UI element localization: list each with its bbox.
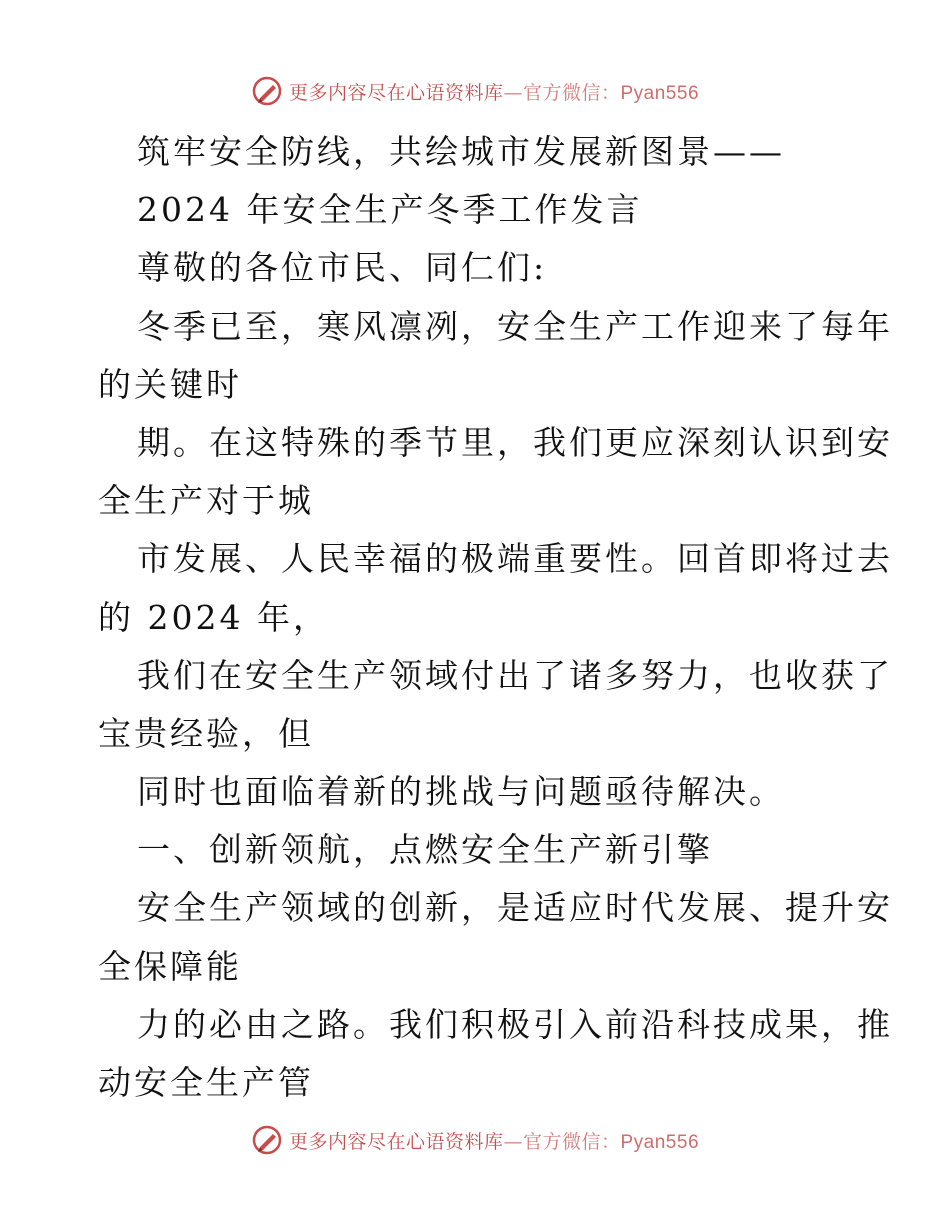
paragraph-line: 期。在这特殊的季节里，我们更应深刻认识到安 (137, 422, 893, 462)
watermark-main: 更多内容尽在心语资料库 (288, 81, 504, 104)
title-line-2: 2024 年安全生产冬季工作发言 (137, 190, 643, 230)
watermark-main: 更多内容尽在心语资料库 (288, 1130, 504, 1153)
paragraph-line: 安全生产领域的创新，是适应时代发展、提升安 (137, 888, 893, 928)
paragraph-line: 冬季已至，寒风凛冽，安全生产工作迎来了每年 (137, 306, 893, 346)
watermark-official: 官方微信： (522, 1130, 621, 1153)
paragraph-line: 动安全生产管 (98, 1063, 314, 1102)
paragraph-line: 力的必由之路。我们积极引入前沿科技成果，推 (137, 1004, 893, 1044)
paragraph-line: 市发展、人民幸福的极端重要性。回首即将过去 (137, 539, 893, 579)
section-heading: 一、创新领航，点燃安全生产新引擎 (137, 830, 713, 870)
salutation: 尊敬的各位市民、同仁们: (137, 248, 548, 288)
watermark-dash: — (503, 1130, 523, 1153)
watermark-text (289, 1127, 699, 1154)
paragraph-line: 全生产对于城 (98, 481, 314, 521)
paragraph-line: 同时也面临着新的挑战与问题亟待解决。 (137, 772, 785, 812)
watermark-official: 官方微信： (522, 81, 621, 104)
paragraph-line: 的关键时 (98, 364, 242, 404)
watermark-id: Pyan556 (620, 82, 700, 104)
document-body (98, 123, 893, 1112)
paragraph-line: 宝贵经验，但 (98, 713, 314, 753)
footer-watermark (0, 1120, 950, 1160)
watermark-dash: — (503, 81, 523, 104)
pen-logo-icon (251, 1124, 283, 1156)
header-watermark (0, 71, 950, 111)
paragraph-line: 的 2024 年， (98, 597, 329, 637)
paragraph-line: 我们在安全生产领域付出了诸多努力，也收获了 (137, 655, 893, 695)
watermark-text (289, 78, 699, 105)
watermark-id: Pyan556 (620, 1131, 700, 1153)
title-line-1: 筑牢安全防线，共绘城市发展新图景—— (137, 132, 785, 171)
pen-logo-icon (251, 75, 283, 107)
paragraph-line: 全保障能 (98, 946, 242, 986)
